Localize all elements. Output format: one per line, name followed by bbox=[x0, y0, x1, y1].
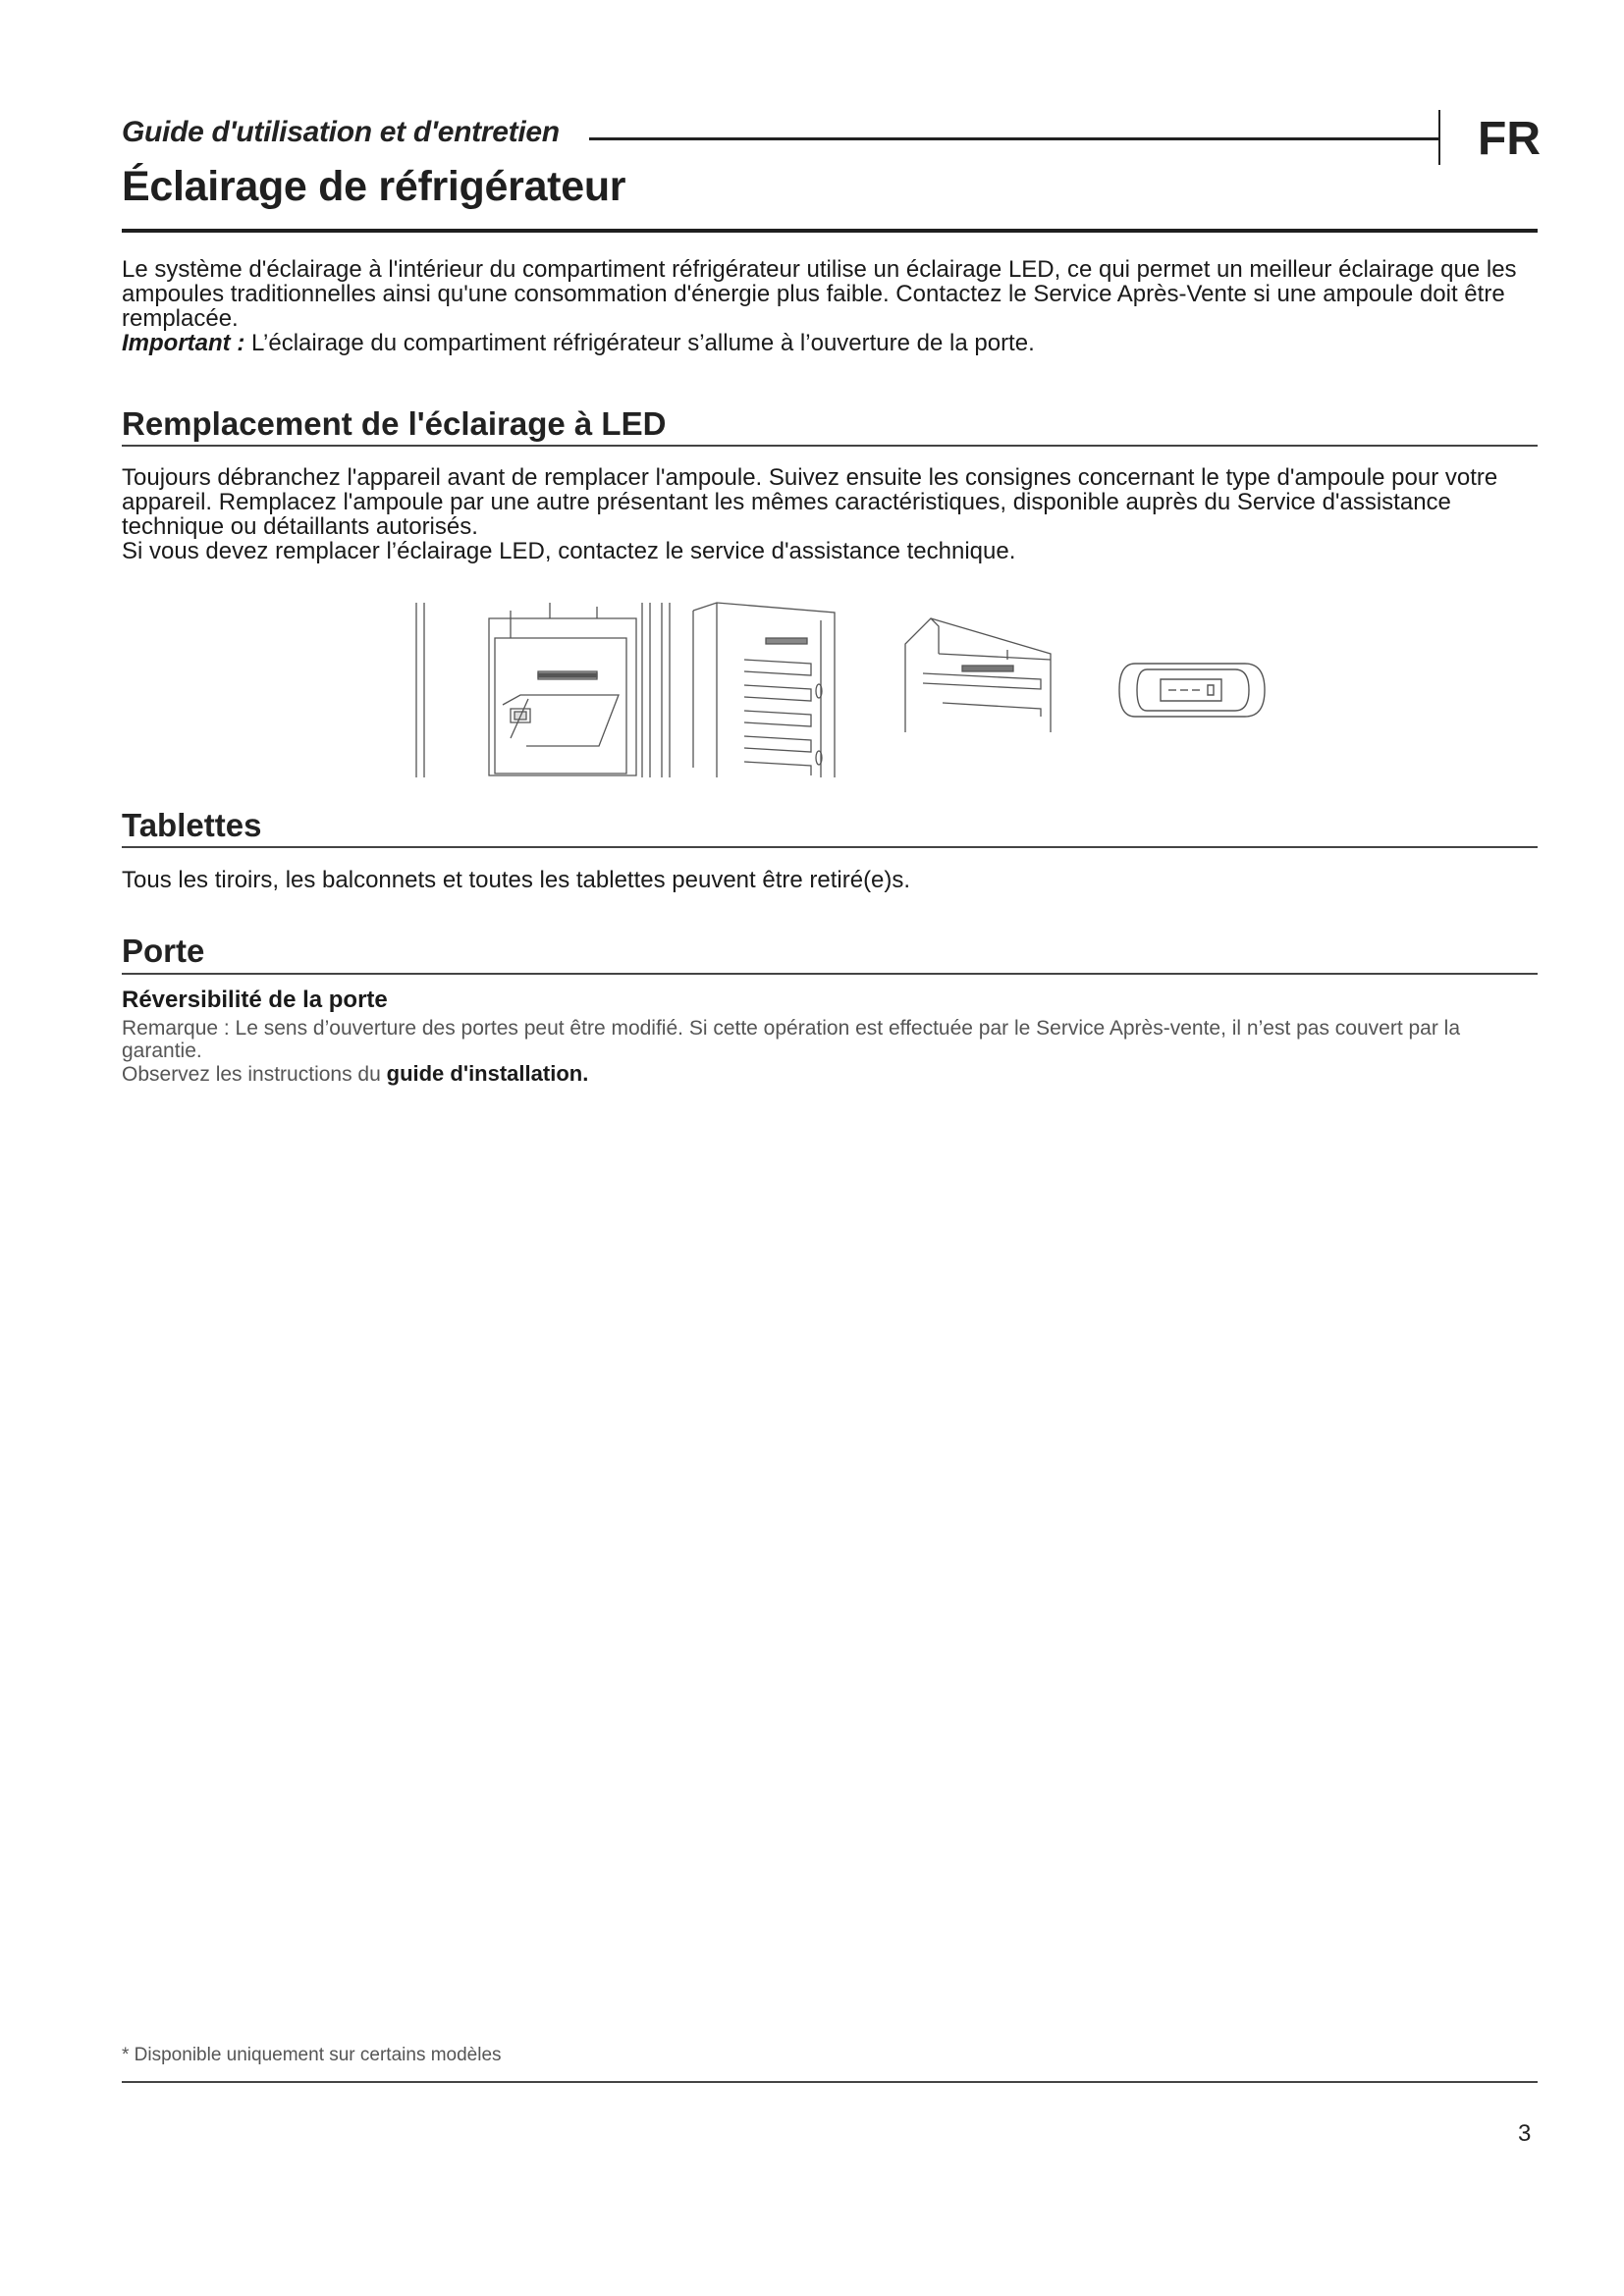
fridge-shelves-illustration bbox=[687, 601, 842, 779]
header-divider bbox=[1438, 110, 1440, 165]
led-text-2: Si vous devez remplacer l’éclairage LED, contactez le service d'assistance technique. bbox=[122, 538, 1016, 564]
section-title-door: Porte bbox=[122, 933, 205, 969]
shelf-light-illustration bbox=[903, 605, 1060, 734]
led-module-illustration bbox=[1117, 660, 1267, 721]
fridge-interior-illustration bbox=[412, 601, 677, 779]
section-rule-door bbox=[122, 973, 1538, 975]
led-paragraph bbox=[122, 465, 1536, 563]
installation-guide-reference: guide d'installation. bbox=[386, 1061, 589, 1086]
important-label: Important : bbox=[122, 330, 245, 356]
guide-title: Guide d'utilisation et d'entretien bbox=[122, 116, 560, 148]
section-title-shelves: Tablettes bbox=[122, 807, 262, 843]
important-text: L’éclairage du compartiment réfrigérateur s’allume à l’ouverture de la porte. bbox=[244, 330, 1035, 356]
page-number: 3 bbox=[1518, 2120, 1532, 2147]
door-subtitle: Réversibilité de la porte bbox=[122, 987, 388, 1013]
header-rule bbox=[589, 137, 1439, 140]
language-badge: FR bbox=[1478, 113, 1541, 165]
shelves-text: Tous les tiroirs, les balconnets et toutes les tablettes peuvent être retiré(e)s. bbox=[122, 867, 911, 893]
title-rule bbox=[122, 229, 1538, 233]
door-instruction-prefix: Observez les instructions du bbox=[122, 1063, 387, 1086]
section-rule-led bbox=[122, 445, 1538, 447]
page-title: Éclairage de réfrigérateur bbox=[122, 163, 626, 210]
door-note-paragraph bbox=[122, 1017, 1536, 1086]
section-title-led: Remplacement de l'éclairage à LED bbox=[122, 405, 667, 442]
led-text: Toujours débranchez l'appareil avant de remplacer l'ampoule. Suivez ensuite les consignes concernant le type d'ampoule pour votre appareil. Remplacez l'ampoule par une autre présentant les mêmes caractéristiques, disponible auprès du Service d'assistance technique ou détaillants autorisés. bbox=[122, 464, 1498, 540]
footer-rule bbox=[122, 2081, 1538, 2083]
intro-paragraph bbox=[122, 257, 1536, 355]
intro-text: Le système d'éclairage à l'intérieur du compartiment réfrigérateur utilise un éclairage LED, ce qui permet un meilleur éclairage que les ampoules traditionnelles ainsi qu'une consommation d'énergie plus faible. Contactez le Service Après-Vente si une ampoule doit être remplacée. bbox=[122, 256, 1517, 332]
door-note: Remarque : Le sens d’ouverture des portes peut être modifié. Si cette opération est effectuée par le Service Après-vente, il n’est pas couvert par la garantie. bbox=[122, 1017, 1461, 1062]
section-rule-shelves bbox=[122, 846, 1538, 848]
footnote: * Disponible uniquement sur certains modèles bbox=[122, 2045, 502, 2065]
